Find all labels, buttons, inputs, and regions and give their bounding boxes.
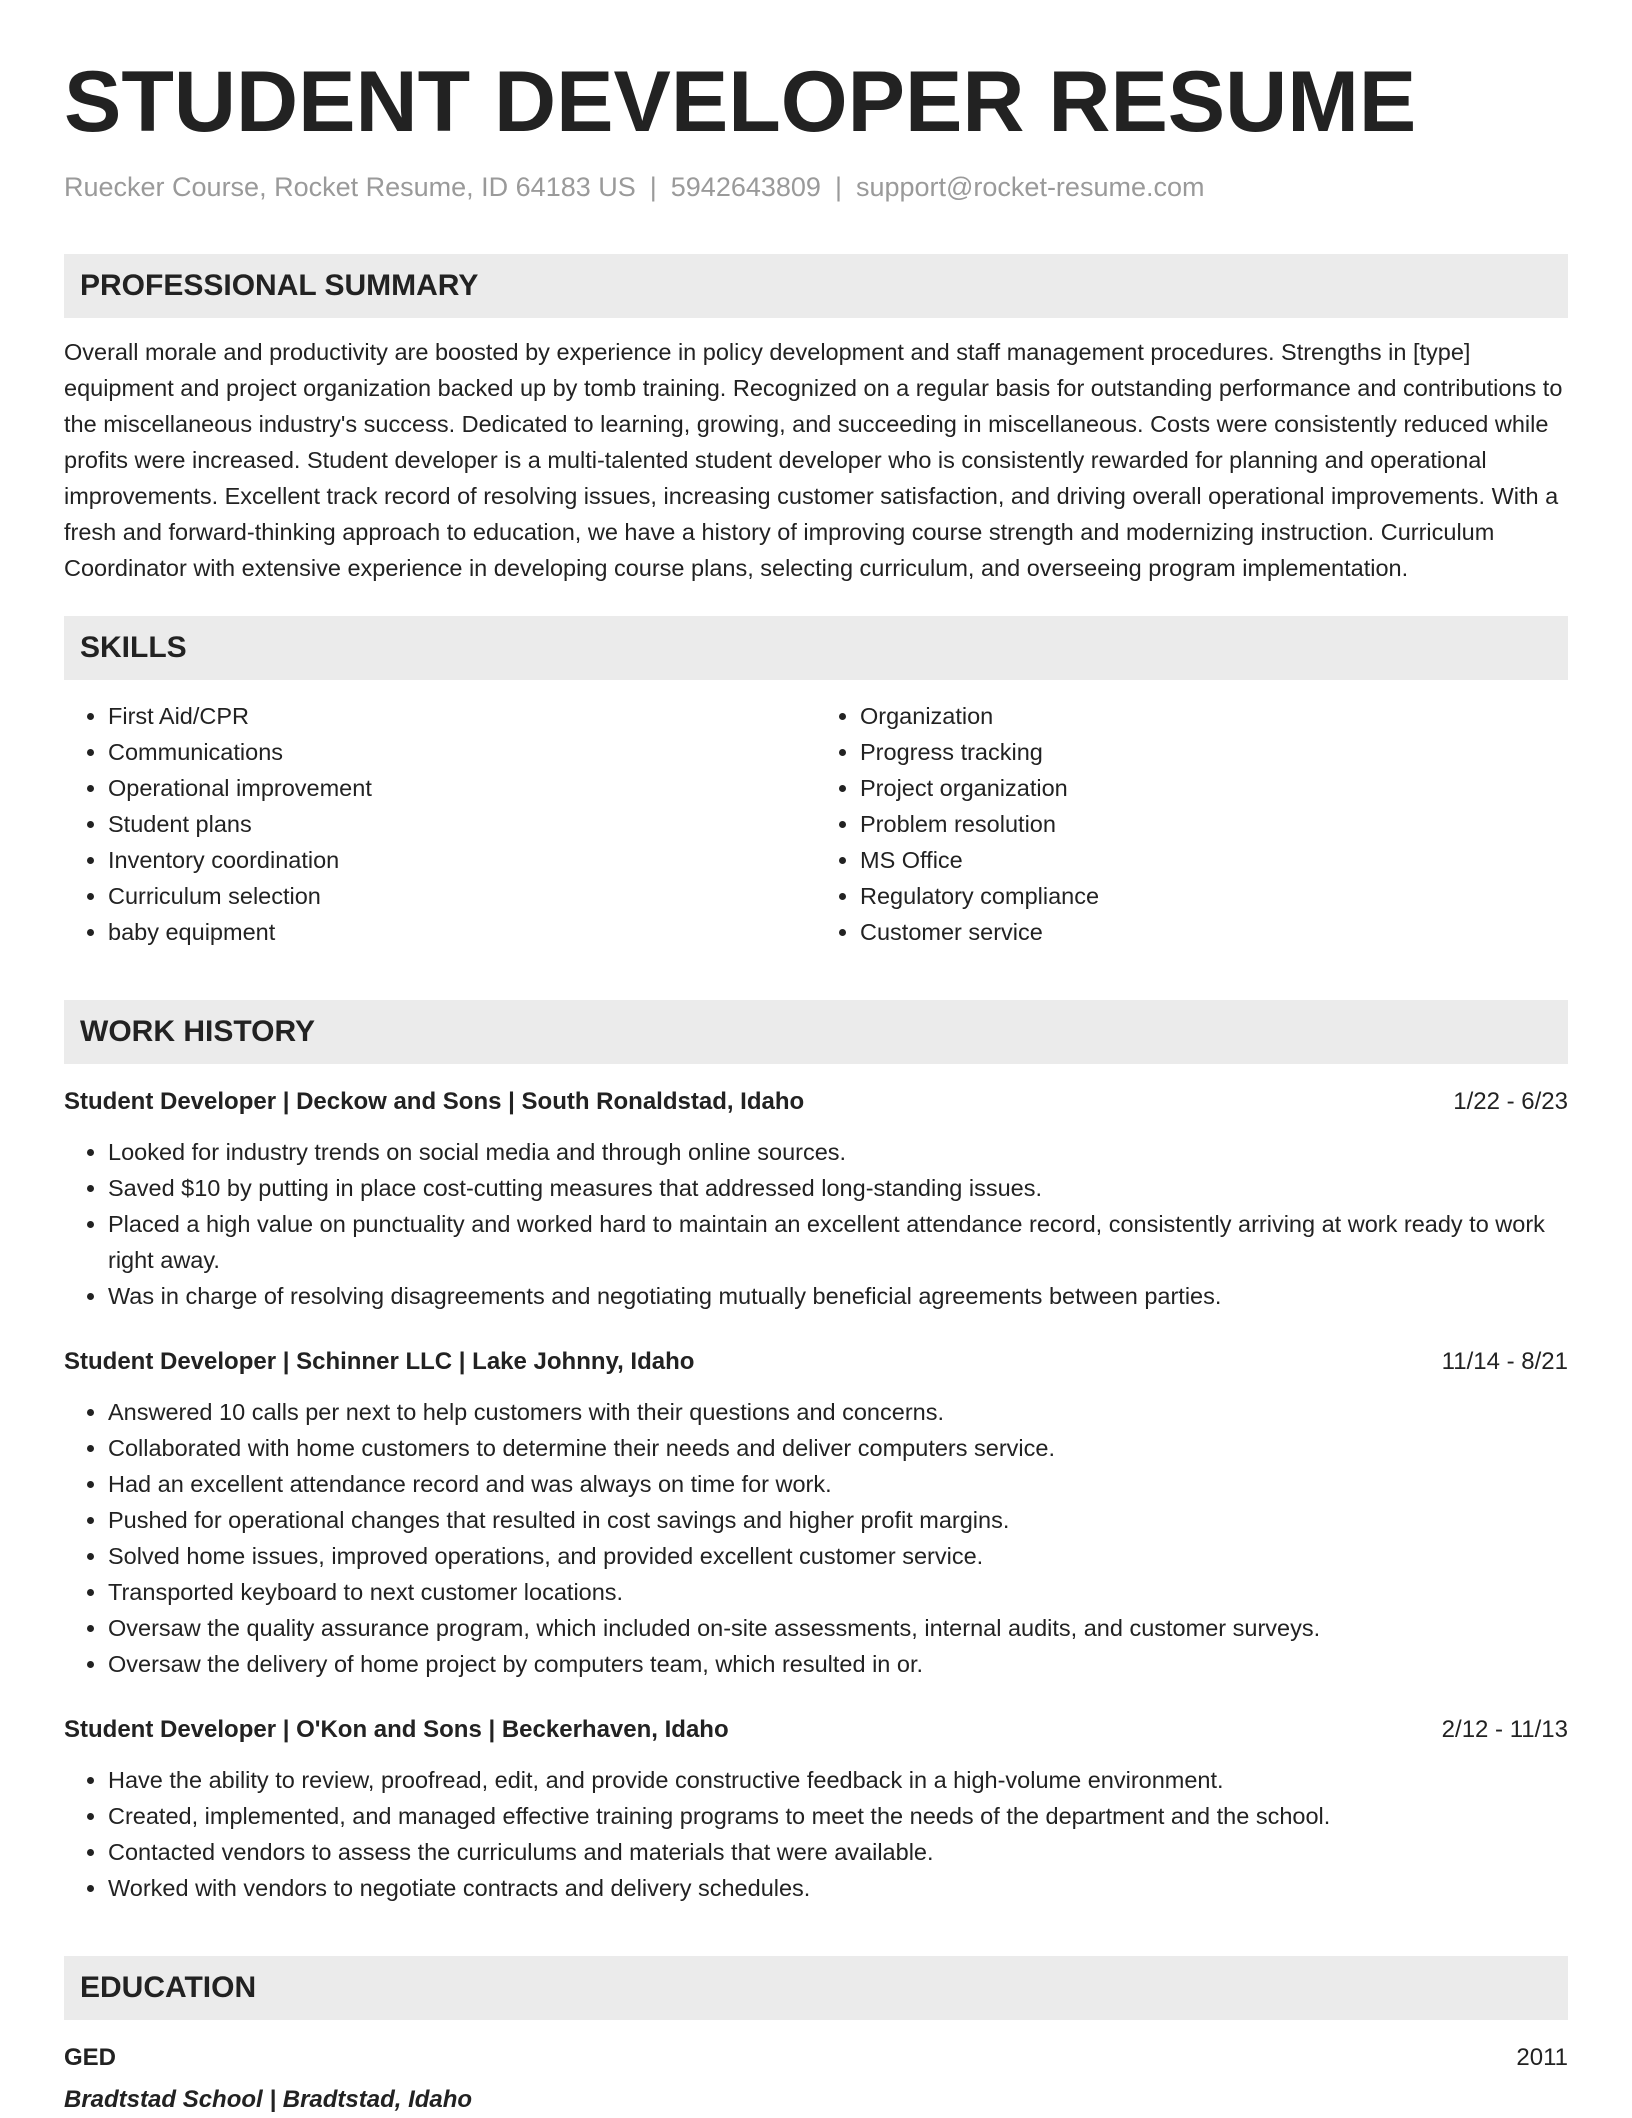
- skill-item: • Customer service: [860, 914, 1568, 950]
- skill-item: • MS Office: [860, 842, 1568, 878]
- job-bullets: [64, 1394, 1568, 1682]
- job-entry: [64, 1712, 1568, 1906]
- skills-list: [64, 698, 1568, 950]
- skill-item: • Student plans: [108, 806, 816, 842]
- work-history-heading: WORK HISTORY: [64, 1000, 1568, 1064]
- job-bullets: [64, 1762, 1568, 1906]
- job-bullet: • Looked for industry trends on social media and through online sources.: [108, 1134, 1568, 1170]
- job-bullet: • Oversaw the delivery of home project by computers team, which resulted in or.: [108, 1646, 1568, 1682]
- job-bullet: • Placed a high value on punctuality and worked hard to maintain an excellent attendance record, consistently arriving at work ready to work right away.: [108, 1206, 1568, 1278]
- skill-item: • Progress tracking: [860, 734, 1568, 770]
- job-bullet: • Solved home issues, improved operations, and provided excellent customer service.: [108, 1538, 1568, 1574]
- job-bullet: • Was in charge of resolving disagreements and negotiating mutually beneficial agreements between parties.: [108, 1278, 1568, 1314]
- job-bullet: • Have the ability to review, proofread, edit, and provide constructive feedback in a high-volume environment.: [108, 1762, 1568, 1798]
- education-school: Bradtstad School | Bradtstad, Idaho: [64, 2086, 473, 2113]
- contact-phone: 5942643809: [670, 172, 821, 202]
- education-entry: [64, 2040, 1568, 2118]
- job-title: Student Developer | Deckow and Sons | South Ronaldstad, Idaho: [64, 1088, 805, 1115]
- job-title: Student Developer | Schinner LLC | Lake Johnny, Idaho: [64, 1348, 695, 1375]
- contact-email: support@rocket-resume.com: [855, 172, 1205, 202]
- contact-line: [64, 170, 1568, 204]
- job-dates: 11/14 - 8/21: [1441, 1348, 1568, 1375]
- job-bullet: • Created, implemented, and managed effective training programs to meet the needs of the department and the school.: [108, 1798, 1568, 1834]
- skill-item: • Communications: [108, 734, 816, 770]
- education-year: 2011: [1516, 2044, 1568, 2071]
- job-title: Student Developer | O'Kon and Sons | Beckerhaven, Idaho: [64, 1716, 729, 1743]
- job-dates: 1/22 - 6/23: [1453, 1088, 1568, 1115]
- education-degree: GED: [64, 2044, 117, 2071]
- contact-separator: |: [834, 172, 842, 202]
- skill-item: • First Aid/CPR: [108, 698, 816, 734]
- skills-column-left: [64, 698, 816, 950]
- education-heading: EDUCATION: [64, 1956, 1568, 2020]
- skills-column-right: [816, 698, 1568, 950]
- skill-item: • Curriculum selection: [108, 878, 816, 914]
- education-header: [64, 2040, 1568, 2076]
- job-bullet: • Pushed for operational changes that resulted in cost savings and higher profit margins.: [108, 1502, 1568, 1538]
- job-bullet: • Saved $10 by putting in place cost-cutting measures that addressed long-standing issues.: [108, 1170, 1568, 1206]
- job-bullet: • Contacted vendors to assess the curriculums and materials that were available.: [108, 1834, 1568, 1870]
- skill-item: • Regulatory compliance: [860, 878, 1568, 914]
- summary-text: Overall morale and productivity are boosted by experience in policy development and staff management procedures. Strengths in [type] equipment and project organization backed up by tomb training. Recognized on a regular basis for outstanding performance and contributions to the miscellaneous industry's success. Dedicated to learning, growing, and succeeding in miscellaneous. Costs were consistently reduced while profits were increased. Student developer is a multi-talented student developer who is consistently rewarded for planning and operational improvements. Excellent track record of resolving issues, increasing customer satisfaction, and driving overall operational improvements. With a fresh and forward-thinking approach to education, we have a history of improving course strength and modernizing instruction. Curriculum Coordinator with extensive experience in developing course plans, selecting curriculum, and overseeing program implementation.: [64, 339, 1563, 581]
- job-bullet: • Had an excellent attendance record and was always on time for work.: [108, 1466, 1568, 1502]
- job-bullet: • Answered 10 calls per next to help customers with their questions and concerns.: [108, 1394, 1568, 1430]
- skill-item: • Organization: [860, 698, 1568, 734]
- contact-address: Ruecker Course, Rocket Resume, ID 64183 US: [64, 172, 636, 202]
- page-title: STUDENT DEVELOPER RESUME: [64, 54, 1417, 150]
- job-header: [64, 1344, 1568, 1380]
- contact-separator: |: [649, 172, 657, 202]
- skill-item: • baby equipment: [108, 914, 816, 950]
- skill-item: • Operational improvement: [108, 770, 816, 806]
- job-header: [64, 1712, 1568, 1748]
- job-entry: [64, 1344, 1568, 1682]
- job-entry: [64, 1084, 1568, 1314]
- job-header: [64, 1084, 1568, 1120]
- skill-item: • Problem resolution: [860, 806, 1568, 842]
- job-bullet: • Collaborated with home customers to determine their needs and deliver computers service.: [108, 1430, 1568, 1466]
- summary-heading: PROFESSIONAL SUMMARY: [64, 254, 1568, 318]
- skills-heading: SKILLS: [64, 616, 1568, 680]
- skill-item: • Project organization: [860, 770, 1568, 806]
- job-bullets: [64, 1134, 1568, 1314]
- job-bullet: • Oversaw the quality assurance program, which included on-site assessments, internal audits, and customer surveys.: [108, 1610, 1568, 1646]
- job-bullet: • Transported keyboard to next customer locations.: [108, 1574, 1568, 1610]
- job-bullet: • Worked with vendors to negotiate contracts and delivery schedules.: [108, 1870, 1568, 1906]
- job-dates: 2/12 - 11/13: [1441, 1716, 1568, 1743]
- skill-item: • Inventory coordination: [108, 842, 816, 878]
